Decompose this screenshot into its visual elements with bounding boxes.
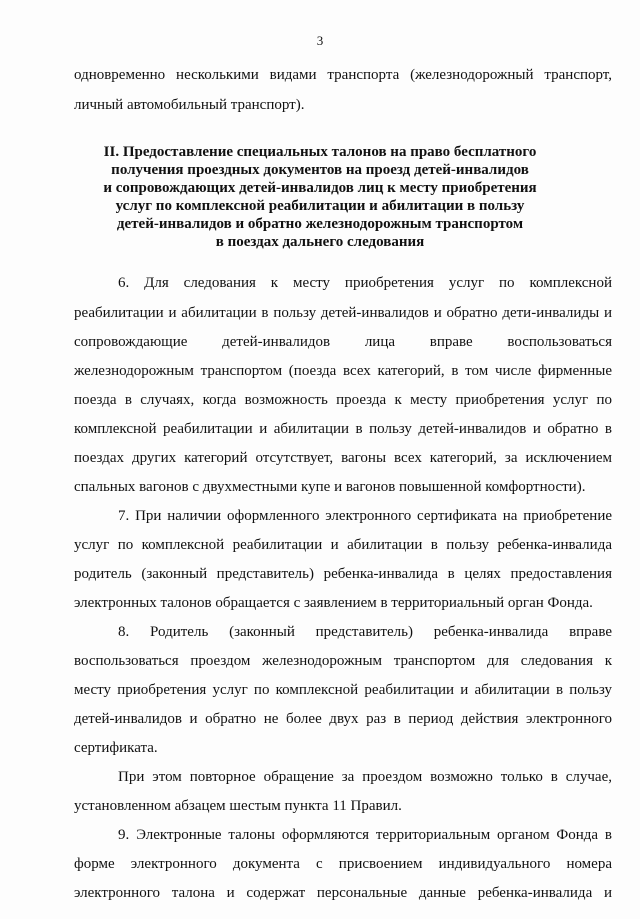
paragraph-6-line: реабилитации и абилитации в пользу детей-инвалидов и обратно дети-инвалиды и	[74, 305, 612, 321]
section-heading-line: в поездах дальнего следования	[215, 234, 425, 250]
paragraph-6-line: 6. Для следования к месту приобретения услуг по комплексной	[118, 275, 612, 291]
page-number: 3	[316, 33, 324, 48]
paragraph-9-line: электронного талона и содержат персональные данные ребенка-инвалида и	[74, 885, 612, 901]
section-heading-line: детей-инвалидов и обратно железнодорожным транспортом	[116, 216, 524, 232]
paragraph-9-line: форме электронного документа с присвоением индивидуального номера	[74, 856, 612, 872]
intro-line: личный автомобильный транспорт).	[74, 97, 305, 113]
paragraph-8-line: воспользоваться проездом железнодорожным транспортом для следования к	[74, 653, 612, 669]
paragraph-8-line: месту приобретения услуг по комплексной реабилитации и абилитации в пользу	[74, 682, 612, 698]
paragraph-6-line: поездах других категорий отсутствует, вагоны всех категорий, за исключением	[74, 450, 612, 466]
section-heading-line: услуг по комплексной реабилитации и абилитации в пользу	[115, 198, 525, 214]
paragraph-6-line: спальных вагонов с двухместными купе и вагонов повышенной комфортности).	[74, 479, 586, 495]
paragraph-8-line: 8. Родитель (законный представитель) ребенка-инвалида вправе	[118, 624, 612, 640]
paragraph-7-line: электронных талонов обращается с заявлением в территориальный орган Фонда.	[74, 595, 593, 611]
paragraph-8b-line: установленном абзацем шестым пункта 11 Правил.	[74, 798, 402, 814]
section-heading-line: и сопровождающих детей-инвалидов лиц к месту приобретения	[103, 180, 537, 196]
paragraph-9-line: 9. Электронные талоны оформляются территориальным органом Фонда в	[118, 827, 612, 843]
paragraph-7-line: родитель (законный представитель) ребенка-инвалида в целях предоставления	[74, 566, 612, 582]
section-heading-line: II. Предоставление специальных талонов на право бесплатного	[103, 144, 537, 160]
paragraph-8b-line: При этом повторное обращение за проездом возможно только в случае,	[118, 769, 612, 785]
paragraph-6-line: сопровождающие детей-инвалидов лица вправе воспользоваться	[74, 334, 612, 350]
paragraph-6-line: поезда в случаях, когда возможность проезда к месту приобретения услуг по	[74, 392, 612, 408]
paragraph-6-line: железнодорожным транспортом (поезда всех категорий, в том числе фирменные	[74, 363, 612, 379]
paragraph-8-line: сертификата.	[74, 740, 158, 756]
paragraph-8-line: детей-инвалидов и обратно не более двух раз в период действия электронного	[74, 711, 612, 727]
paragraph-6-line: комплексной реабилитации и абилитации в пользу детей-инвалидов и обратно в	[74, 421, 612, 437]
intro-line: одновременно несколькими видами транспорта (железнодорожный транспорт,	[74, 67, 612, 83]
paragraph-7-line: 7. При наличии оформленного электронного сертификата на приобретение	[118, 508, 612, 524]
paragraph-7-line: услуг по комплексной реабилитации и абилитации в пользу ребенка-инвалида	[74, 537, 612, 553]
section-heading-line: получения проездных документов на проезд детей-инвалидов	[111, 162, 529, 178]
